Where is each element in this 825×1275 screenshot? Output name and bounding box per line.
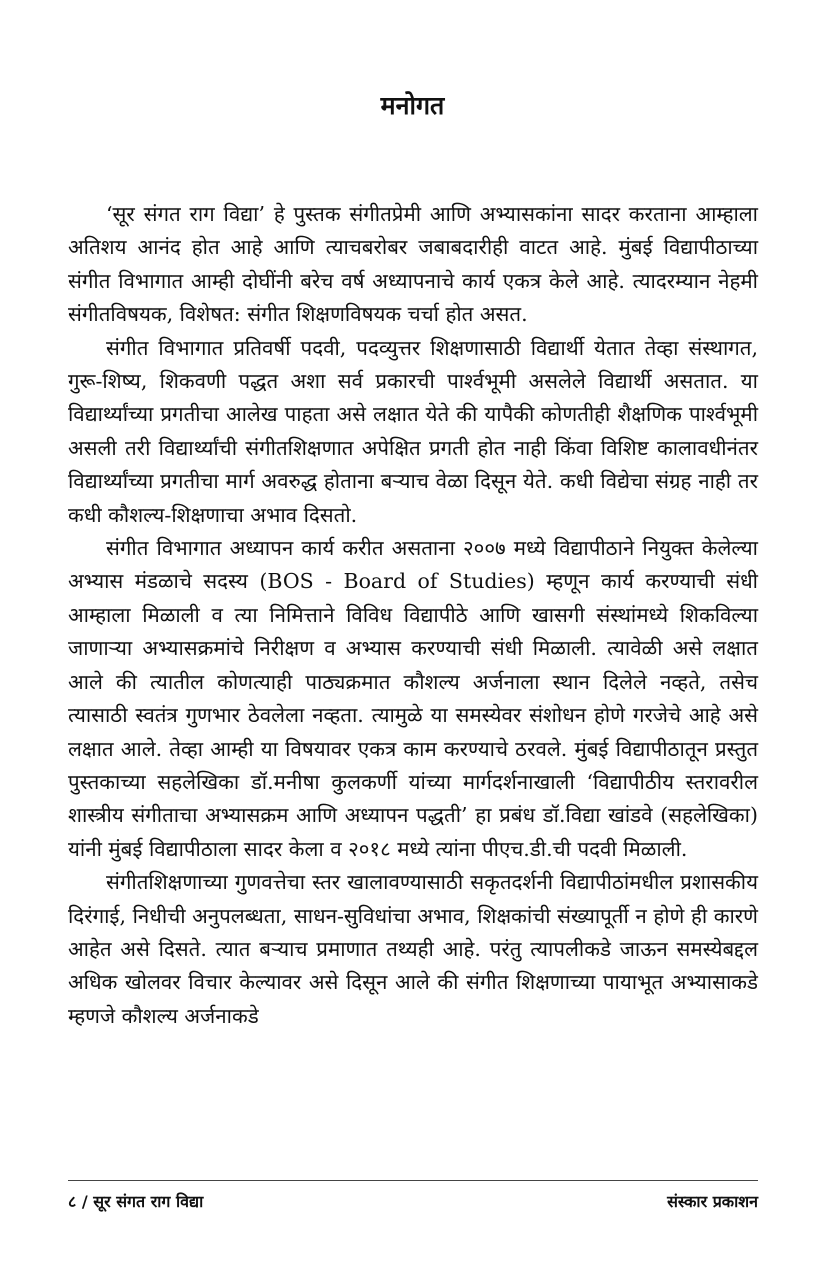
page-title: मनोगत [380, 91, 445, 120]
body-text [68, 198, 758, 1033]
paragraph-4: संगीतशिक्षणाच्या गुणवत्तेचा स्तर खालावण्यासाठी सकृतदर्शनी विद्यापीठांमधील प्रशासकीय दिरंगाई, निधीची अनुपलब्धता, साधन-सुविधांचा अभाव, शिक्षकांची संख्यापूर्ती न होणे ही कारणे आहेत असे दिसते. त्यात बऱ्याच प्रमाणात तथ्यही आहे. परंतु त्यापलीकडे जाऊन समस्येबद्दल अधिक खोलवर विचार केल्यावर असे दिसून आले की संगीत शिक्षणाच्या पायाभूत अभ्यासाकडे म्हणजे कौशल्य अर्जनाकडे [68, 870, 758, 1028]
footer-divider [68, 1180, 758, 1181]
paragraph-3: संगीत विभागात अध्यापन कार्य करीत असताना २००७ मध्ये विद्यापीठाने नियुक्त केलेल्या अभ्यास मंडळाचे सदस्य (BOS - Board of Studies) म्हणून कार्य करण्याची संधी आम्हाला मिळाली व त्या निमित्ताने विविध विद्यापीठे आणि खासगी संस्थांमध्ये शिकविल्या जाणाऱ्या अभ्यासक्रमांचे निरीक्षण व अभ्यास करण्याची संधी मिळाली. त्यावेळी असे लक्षात आले की त्यातील कोणत्याही पाठ्यक्रमात कौशल्य अर्जनाला स्थान दिलेले नव्हते, तसेच त्यासाठी स्वतंत्र गुणभार ठेवलेला नव्हता. त्यामुळे या समस्येवर संशोधन होणे गरजेचे आहे असे लक्षात आले. तेव्हा आम्ही या विषयावर एकत्र काम करण्याचे ठरवले. मुंबई विद्यापीठातून प्रस्तुत पुस्तकाच्या सहलेखिका डॉ.मनीषा कुलकर्णी यांच्या मार्गदर्शनाखाली ‘विद्यापीठीय स्तरावरील शास्त्रीय संगीताचा अभ्यासक्रम आणि अध्यापन पद्धती’ हा प्रबंध डॉ.विद्या खांडवे (सहलेखिका) यांनी मुंबई विद्यापीठाला सादर केला व २०१८ मध्ये त्यांना पीएच.डी.ची पदवी मिळाली. [68, 536, 758, 861]
paragraph-2: संगीत विभागात प्रतिवर्षी पदवी, पदव्युत्तर शिक्षणासाठी विद्यार्थी येतात तेव्हा संस्थागत, गुरू-शिष्य, शिकवणी पद्धत अशा सर्व प्रकारची पार्श्वभूमी असलेले विद्यार्थी असतात. या विद्यार्थ्यांच्या प्रगतीचा आलेख पाहता असे लक्षात येते की यापैकी कोणतीही शैक्षणिक पार्श्वभूमी असली तरी विद्यार्थ्यांची संगीतशिक्षणात अपेक्षित प्रगती होत नाही किंवा विशिष्ट कालावधीनंतर विद्यार्थ्यांच्या प्रगतीचा मार्ग अवरुद्ध होताना बऱ्याच वेळा दिसून येते. कधी विद्येचा संग्रह नाही तर कधी कौशल्य-शिक्षणाचा अभाव दिसतो. [68, 335, 758, 527]
paragraph-1: ‘सूर संगत राग विद्या’ हे पुस्तक संगीतप्रेमी आणि अभ्यासकांना सादर करताना आम्हाला अतिशय आनंद होत आहे आणि त्याचबरोबर जबाबदारीही वाटत आहे. मुंबई विद्यापीठाच्या संगीत विभागात आम्ही दोघींनी बरेच वर्ष अध्यापनाचे कार्य एकत्र केले आहे. त्यादरम्यान नेहमी संगीतविषयक, विशेषत: संगीत शिक्षणविषयक चर्चा होत असत. [68, 202, 758, 327]
footer-publisher: संस्कार प्रकाशन [667, 1192, 758, 1211]
footer-page-number-book-title: ८ / सूर संगत राग विद्या [68, 1192, 204, 1211]
